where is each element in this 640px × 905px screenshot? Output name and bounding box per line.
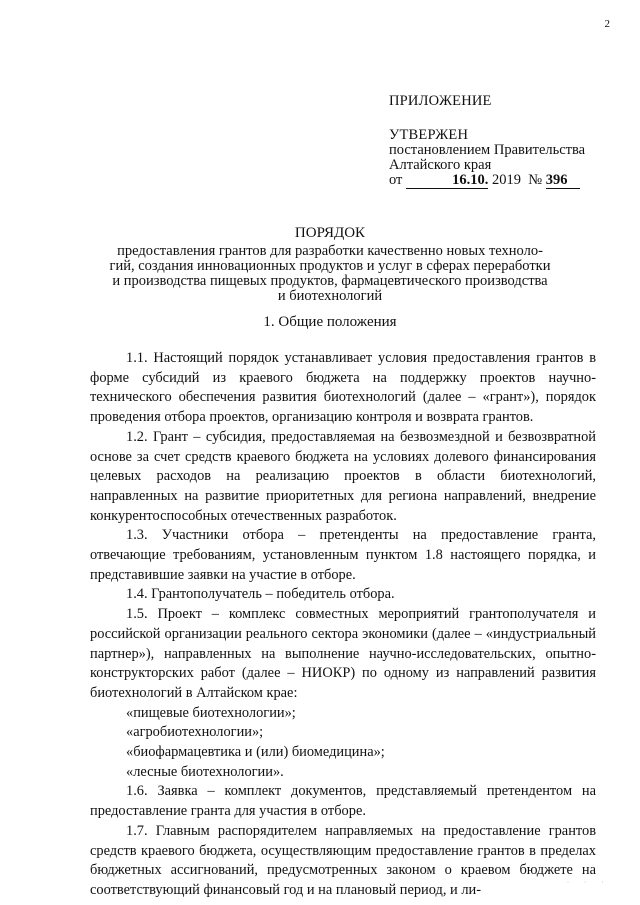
- number-label: №: [528, 172, 543, 188]
- paragraph-1-5: 1.5. Проект – комплекс совместных мероприятий грантополучателя и российской организации реального сектора экономики (далее – «индустриальный партнер»), направленных на выполнение научно-исследовательских, опытно-конструкторских работ (далее – НИОКР) по одному из направлений развития биотехнологий в Алтайском крае:: [90, 606, 596, 701]
- approved-by-line-2: Алтайского края: [389, 157, 492, 173]
- document-title: [60, 226, 600, 304]
- order-number: 396: [546, 173, 580, 189]
- paragraph-1-2: 1.2. Грант – субсидия, предоставляемая на безвозмездной и безвозвратной основе за счет средств краевого бюджета на условиях долевого финансирования целевых расходов на реализацию проектов в области биотехнологий, направленных на развитие приоритетных для региона направлений, внедрение конкурентоспособных отечественных разработок.: [90, 428, 596, 524]
- order-date-line: [389, 173, 585, 189]
- paragraph-1-1: 1.1. Настоящий порядок устанавливает условия предоставления грантов в форме субсидий из краевого бюджета на поддержку проектов научно-технического обеспечения развития биотехнологий (далее – «грант»), порядок проведения отбора проектов, организацию контроля и возврата грантов.: [90, 350, 596, 426]
- title-line-2: гий, создания инновационных продуктов и услуг в сферах переработки: [109, 258, 551, 274]
- direction-item: «лесные биотехнологии».: [126, 763, 284, 780]
- appendix-label: ПРИЛОЖЕНИЕ: [389, 93, 492, 109]
- order-date: 16.10.: [406, 173, 488, 189]
- approved-by-line-1: постановлением Правительства: [389, 142, 586, 158]
- scan-artifact: · · ·: [566, 877, 610, 887]
- approved-label: УТВЕРЖЕН: [389, 127, 469, 143]
- paragraph-1-6: 1.6. Заявка – комплект документов, представляемый претендентом на предоставление гранта для участия в отборе.: [90, 783, 596, 820]
- order-year: 2019: [492, 172, 522, 188]
- title-line-1: предоставления грантов для разработки качественно новых техноло-: [117, 243, 543, 259]
- paragraph-1-3: 1.3. Участники отбора – претенденты на предоставление гранта, отвечающие требованиям, установленным пунктом 1.8 настоящего порядка, и представившие заявки на участие в отборе.: [90, 527, 596, 583]
- direction-item: «пищевые биотехнологии»;: [126, 704, 296, 721]
- paragraph-1-7: 1.7. Главным распорядителем направляемых на предоставление грантов средств краевого бюджета, осуществляющим предоставление грантов в пределах бюджетных ассигнований, предусмотренных законом о краевом бюджете на соответствующий финансовый год и на плановый период, и ли-: [90, 822, 596, 898]
- title-line-3: и производства пищевых продуктов, фармацевтического производства: [112, 273, 548, 289]
- paragraph-1-4: 1.4. Грантополучатель – победитель отбора.: [126, 586, 395, 603]
- document-body: [90, 349, 596, 901]
- section-title: 1. Общие положения: [263, 314, 397, 330]
- title-line-4: и биотехнологий: [277, 288, 383, 304]
- direction-item: «агробиотехнологии»;: [126, 724, 264, 741]
- direction-item: «биофармацевтика и (или) биомедицина»;: [126, 744, 385, 761]
- page-number: 2: [604, 18, 610, 30]
- from-label: от: [389, 172, 403, 188]
- approval-block: [389, 94, 585, 189]
- title-heading: ПОРЯДОК: [294, 225, 366, 241]
